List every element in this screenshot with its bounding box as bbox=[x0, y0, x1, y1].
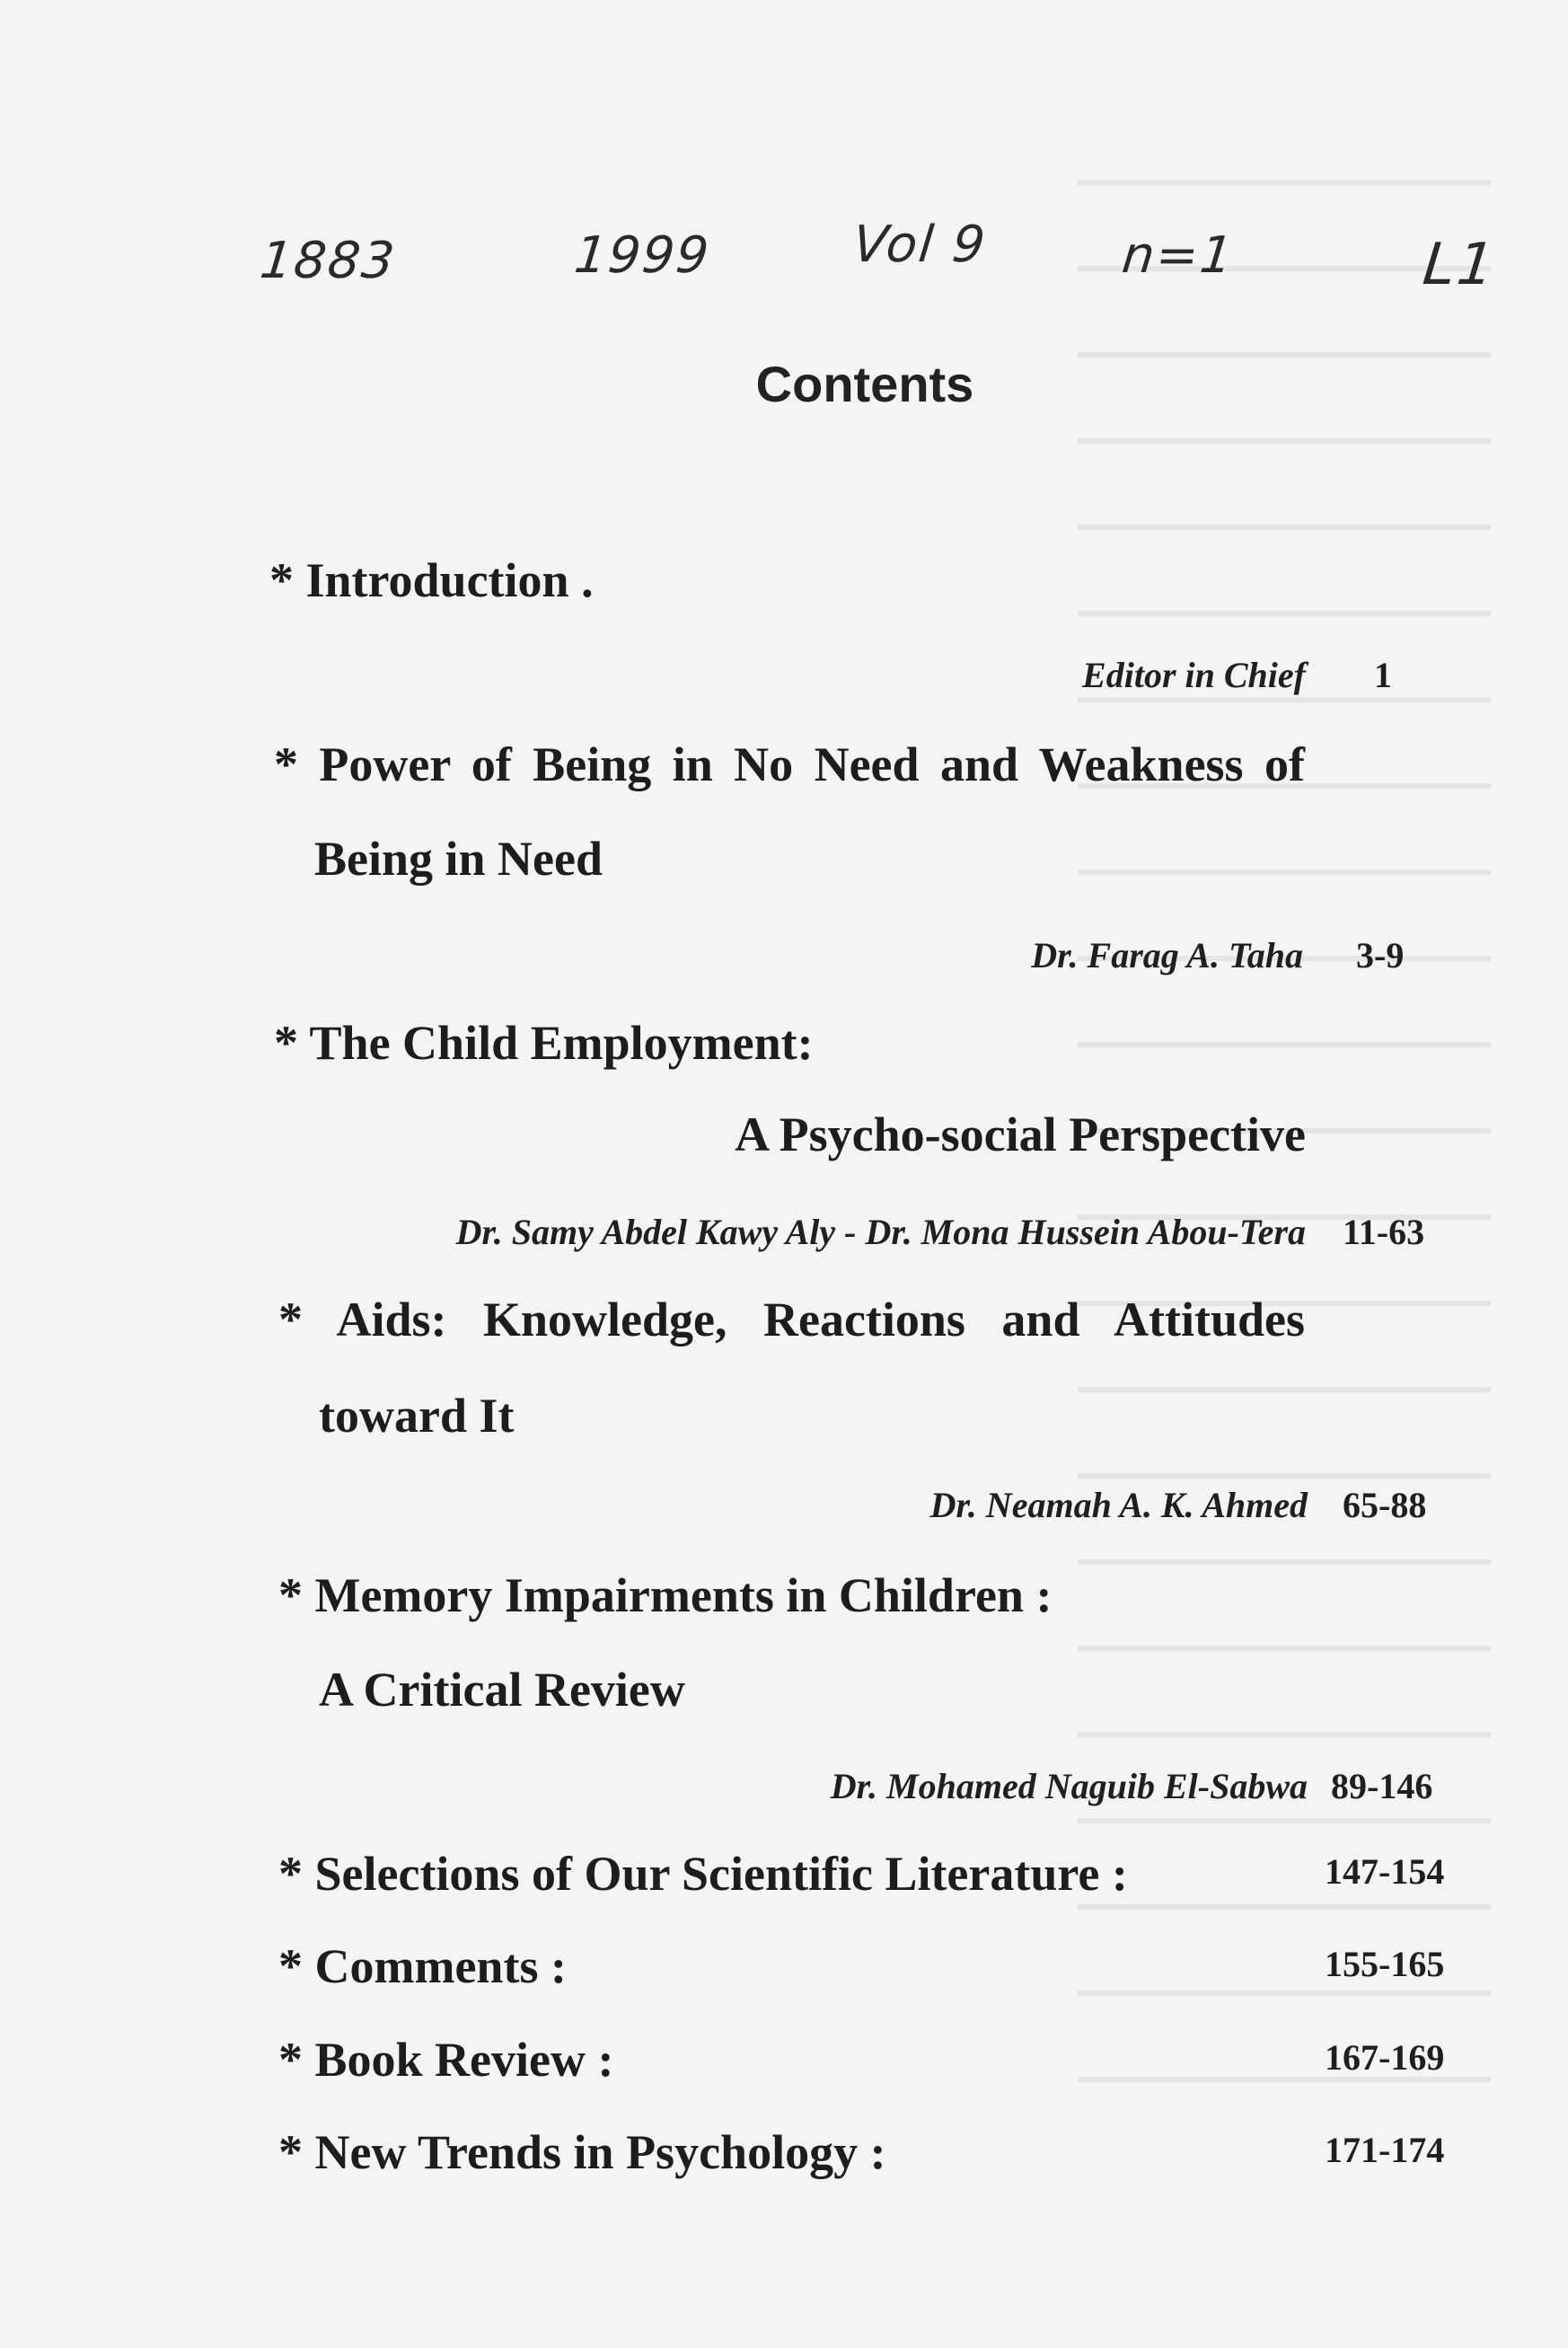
entry-author: Dr. Samy Abdel Kawy Aly - Dr. Mona Hussein Abou-Tera bbox=[455, 1212, 1306, 1252]
entry-title-continued: A Critical Review bbox=[319, 1663, 685, 1717]
entry-title: * The Child Employment: bbox=[274, 1016, 814, 1070]
entry-pages: 65-88 bbox=[1343, 1485, 1427, 1525]
entry-pages: 89-146 bbox=[1331, 1766, 1433, 1806]
entry-author: Dr. Mohamed Naguib El-Sabwa bbox=[830, 1766, 1308, 1806]
handwritten-note: L1 bbox=[1420, 232, 1500, 298]
entry-pages: 167-169 bbox=[1325, 2037, 1445, 2078]
entry-title-continued: Being in Need bbox=[314, 832, 603, 886]
entry-title: * Comments : bbox=[278, 1939, 567, 1993]
entry-title: * Aids: Knowledge, Reactions and Attitudes bbox=[278, 1293, 1305, 1346]
handwritten-note: Vol 9 bbox=[850, 216, 990, 274]
entry-pages: 1 bbox=[1374, 655, 1392, 695]
handwritten-note: n=1 bbox=[1119, 226, 1238, 285]
entry-title: * New Trends in Psychology : bbox=[278, 2125, 886, 2179]
entry-pages: 3-9 bbox=[1356, 935, 1405, 975]
entry-author: Dr. Farag A. Taha bbox=[1031, 935, 1303, 975]
entry-author: Editor in Chief bbox=[1082, 655, 1306, 695]
entry-title: * Power of Being in No Need and Weakness of bbox=[274, 737, 1305, 791]
entry-title-continued: toward It bbox=[319, 1389, 515, 1443]
entry-title: * Selections of Our Scientific Literature : bbox=[278, 1847, 1128, 1901]
entry-pages: 147-154 bbox=[1325, 1851, 1445, 1892]
entry-author: Dr. Neamah A. K. Ahmed bbox=[929, 1485, 1308, 1525]
entry-pages: 155-165 bbox=[1325, 1944, 1445, 1984]
entry-pages: 171-174 bbox=[1325, 2130, 1445, 2170]
handwritten-note: 1883 bbox=[257, 232, 399, 290]
entry-title: * Book Review : bbox=[278, 2033, 614, 2087]
entry-pages: 11-63 bbox=[1343, 1212, 1425, 1252]
entry-title: * Memory Impairments in Children : bbox=[278, 1568, 1053, 1622]
page-title: Contents bbox=[755, 356, 974, 412]
handwritten-note: 1999 bbox=[571, 226, 713, 285]
entry-title: * Introduction . bbox=[269, 553, 594, 607]
entry-title-continued: A Psycho-social Perspective bbox=[735, 1108, 1306, 1161]
